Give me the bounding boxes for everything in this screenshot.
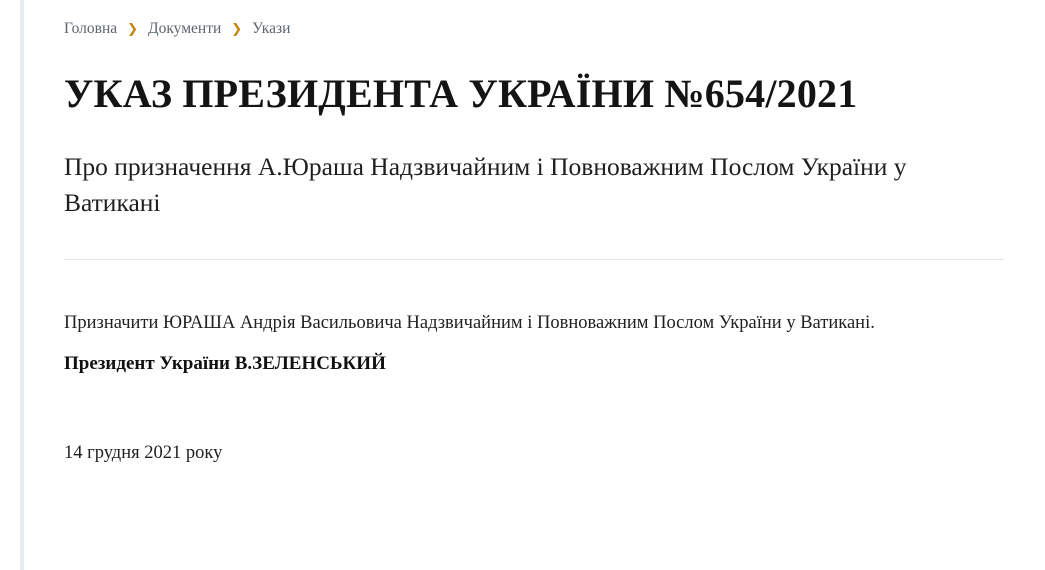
- document-subtitle: Про призначення А.Юраша Надзвичайним і Повноважним Послом України у Ватикані: [64, 151, 907, 217]
- document-body-text: Призначити ЮРАША Андрія Васильовича Надзвичайним і Повноважним Послом України у Ватикані.: [64, 313, 875, 334]
- document-content: [64, 0, 1004, 464]
- breadcrumb-item-decrees[interactable]: Укази: [252, 20, 291, 37]
- chevron-right-icon: ❯: [231, 21, 243, 37]
- breadcrumb: [64, 0, 1004, 38]
- document-signature: Президент України В.ЗЕЛЕНСЬКИЙ: [64, 353, 386, 375]
- page-title: УКАЗ ПРЕЗИДЕНТА УКРАЇНИ №654/2021: [64, 71, 858, 116]
- section-divider: [64, 259, 1004, 260]
- document-date: 14 грудня 2021 року: [64, 443, 223, 464]
- chevron-right-icon: ❯: [127, 21, 139, 37]
- breadcrumb-item-home[interactable]: Головна: [64, 20, 118, 37]
- breadcrumb-item-documents[interactable]: Документи: [148, 20, 222, 37]
- left-accent-rule: [20, 0, 24, 570]
